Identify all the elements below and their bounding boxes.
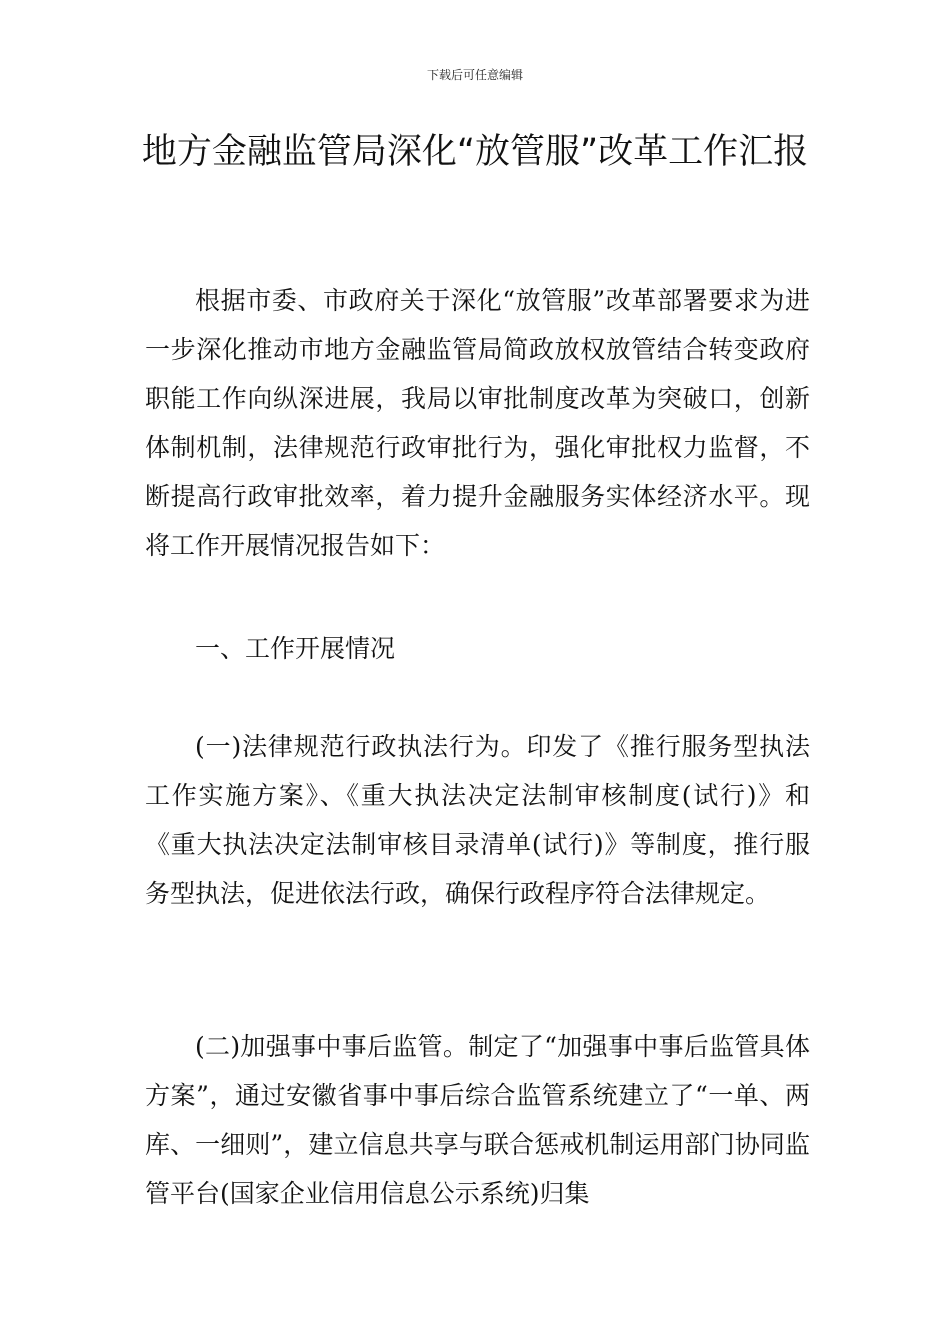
item-paragraph-2: (二)加强事中事后监管。制定了“加强事中事后监管具体方案”，通过安徽省事中事后综合监管系统建立了“一单、两库、一细则”，建立信息共享与联合惩戒机制运用部门协同监管平台(国家企业信用信息公示系统)归集 xyxy=(145,1032,810,1208)
document-title: 地方金融监管局深化“放管服”改革工作汇报 xyxy=(141,132,809,172)
intro-paragraph: 根据市委、市政府关于深化“放管服”改革部署要求为进一步深化推动市地方金融监管局简政放权放管结合转变政府职能工作向纵深进展，我局以审批制度改革为突破口，创新体制机制，法律规范行政审批行为，强化审批权力监督，不断提高行政审批效率，着力提升金融服务实体经济水平。现将工作开展情况报告如下： xyxy=(145,286,810,560)
header-note: 下载后可任意编辑 xyxy=(426,68,523,82)
item-paragraph-1: (一)法律规范行政执法行为。印发了《推行服务型执法工作实施方案》、《重大执法决定法制审核制度(试行)》和《重大执法决定法制审核目录清单(试行)》等制度，推行服务型执法，促进依法行政，确保行政程序符合法律规定。 xyxy=(145,732,810,908)
section-heading-1: 一、工作开展情况 xyxy=(195,634,396,663)
